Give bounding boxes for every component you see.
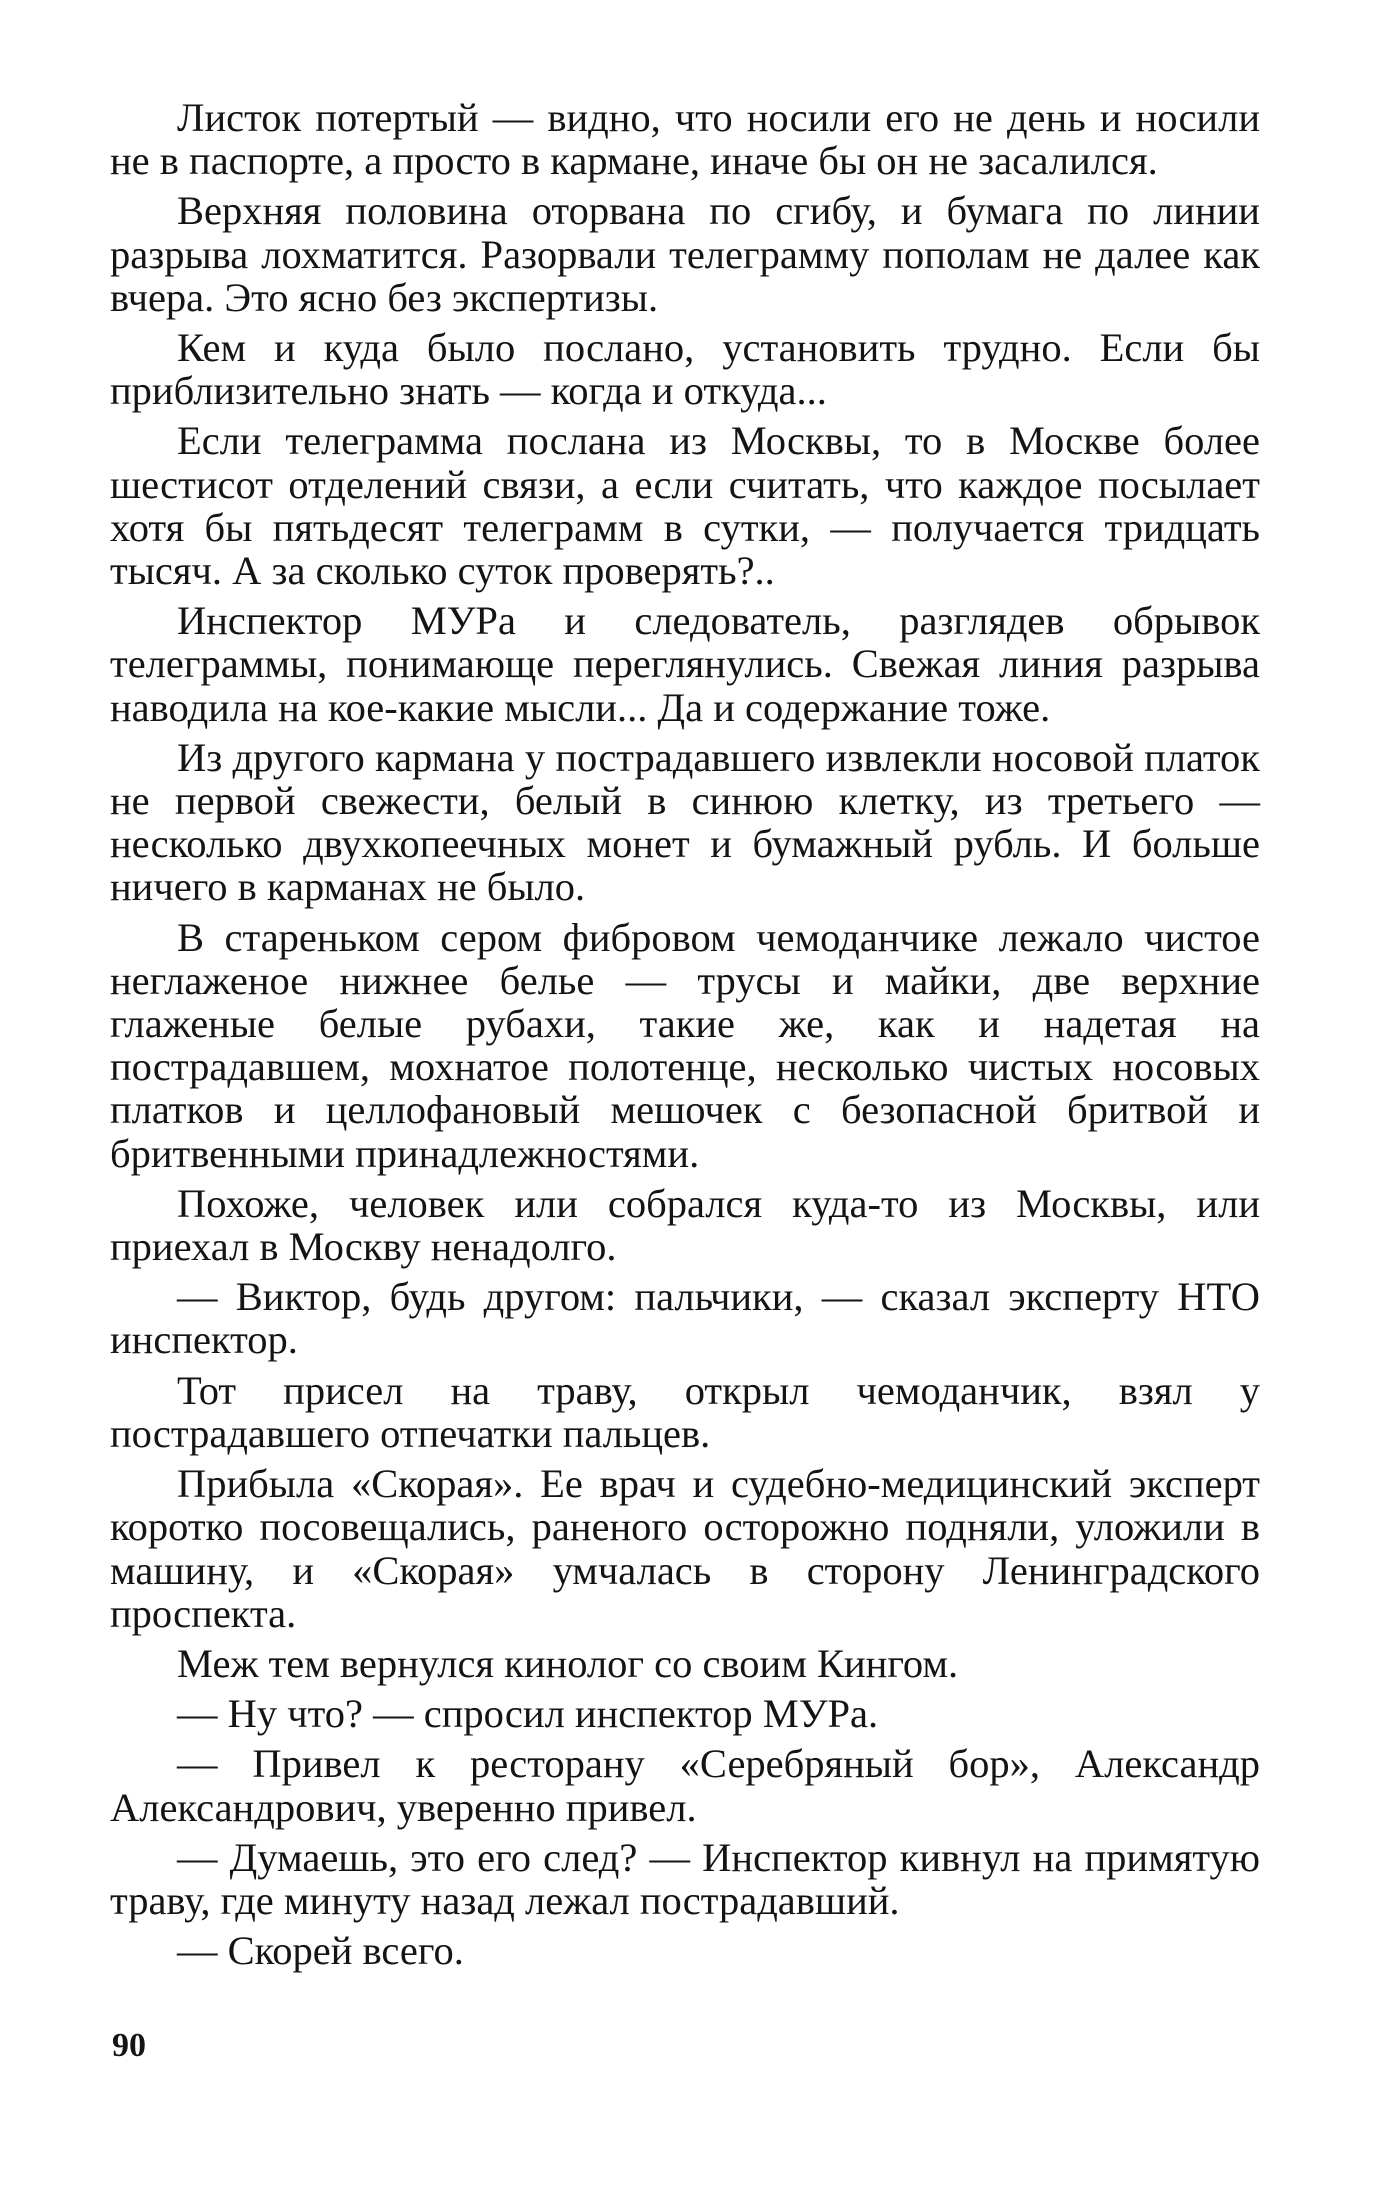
paragraph: Листок потертый — видно, что носили его не день и носили не в паспорте, а просто в кармане, иначе бы он не засалился. xyxy=(110,95,1260,184)
paragraph: Верхняя половина оторвана по сгибу, и бумага по линии разрыва лохматится. Разорвали телеграмму пополам не далее как вчера. Это ясно без экспертизы. xyxy=(110,188,1260,320)
paragraph: Если телеграмма послана из Москвы, то в Москве более шестисот отделений связи, а если считать, что каждое посылает хотя бы пятьдесят телеграмм в сутки, — получается тридцать тысяч. А за сколько суток проверять?.. xyxy=(110,418,1260,594)
paragraph: В стареньком сером фибровом чемоданчике лежало чистое неглаженое нижнее белье — трусы и майки, две верхние глаженые белые рубахи, такие же, как и надетая на пострадавшем, мохнатое полотенце, несколько чистых носовых платков и целлофановый мешочек с безопасной бритвой и бритвенными принадлежностями. xyxy=(110,914,1260,1176)
paragraph: Кем и куда было послано, установить трудно. Если бы приблизительно знать — когда и откуда... xyxy=(110,325,1260,414)
body-text xyxy=(110,96,1260,1979)
paragraph: Меж тем вернулся кинолог со своим Кингом. xyxy=(177,1640,959,1686)
paragraph: Похоже, человек или собрался куда-то из Москвы, или приехал в Москву ненадолго. xyxy=(110,1180,1260,1270)
paragraph: Прибыла «Скорая». Ее врач и судебно-медицинский эксперт коротко посовещались, раненого осторожно подняли, уложили в машину, и «Скорая» умчалась в сторону Ленинградского проспекта. xyxy=(110,1461,1260,1636)
paragraph: — Привел к ресторану «Серебряный бор», Александр Александрович, уверенно привел. xyxy=(110,1741,1260,1830)
page-number: 90 xyxy=(112,2027,146,2064)
paragraph: — Ну что? — спросил инспектор МУРа. xyxy=(177,1691,879,1737)
paragraph: — Виктор, будь другом: пальчики, — сказал эксперту НТО инспектор. xyxy=(110,1274,1260,1363)
paragraph: Инспектор МУРа и следователь, разглядев обрывок телеграммы, понимающе переглянулись. Свежая линия разрыва наводила на кое-какие мысли... Да и содержание тоже. xyxy=(110,598,1260,730)
paragraph: Из другого кармана у пострадавшего извлекли носовой платок не первой свежести, белый в синюю клетку, из третьего — несколько двухкопеечных монет и бумажный рубль. И больше ничего в карманах не было. xyxy=(110,734,1260,910)
paragraph: Тот присел на траву, открыл чемоданчик, взял у пострадавшего отпечатки пальцев. xyxy=(110,1367,1260,1456)
paragraph: — Скорей всего. xyxy=(177,1928,464,1974)
paragraph: — Думаешь, это его след? — Инспектор кивнул на примятую траву, где минуту назад лежал пострадавший. xyxy=(110,1834,1260,1923)
